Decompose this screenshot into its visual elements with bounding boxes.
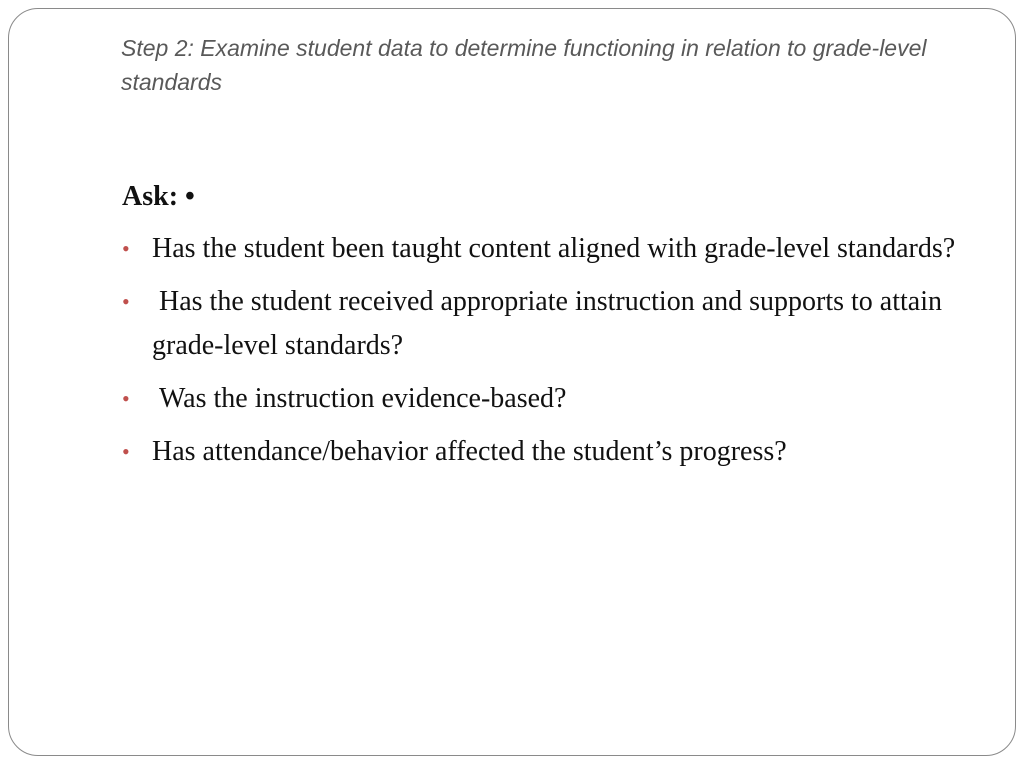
bullet-item-2 bbox=[122, 280, 982, 368]
bullet-dot-icon: • bbox=[122, 289, 130, 314]
bullet-text-4: Has attendance/behavior affected the student’s progress? bbox=[152, 436, 787, 467]
bullet-dot-icon: • bbox=[122, 439, 130, 464]
slide-frame bbox=[8, 8, 1016, 756]
slide-title: Step 2: Examine student data to determine functioning in relation to grade-level standards bbox=[121, 35, 927, 95]
ask-heading: Ask: • bbox=[122, 181, 195, 212]
bullet-text-1: Has the student been taught content aligned with grade-level standards? bbox=[152, 233, 956, 264]
bullet-item-1 bbox=[122, 227, 982, 271]
slide-body bbox=[122, 177, 982, 483]
bullet-item-4 bbox=[122, 430, 982, 474]
bullet-text-2: Has the student received appropriate instruction and supports to attain grade-level standards? bbox=[152, 286, 950, 361]
bullet-dot-icon: • bbox=[122, 236, 130, 261]
bullet-dot-icon: • bbox=[122, 386, 130, 411]
bullet-text-3: Was the instruction evidence-based? bbox=[152, 383, 567, 414]
bullet-item-3 bbox=[122, 377, 982, 421]
bullet-list bbox=[122, 227, 982, 474]
